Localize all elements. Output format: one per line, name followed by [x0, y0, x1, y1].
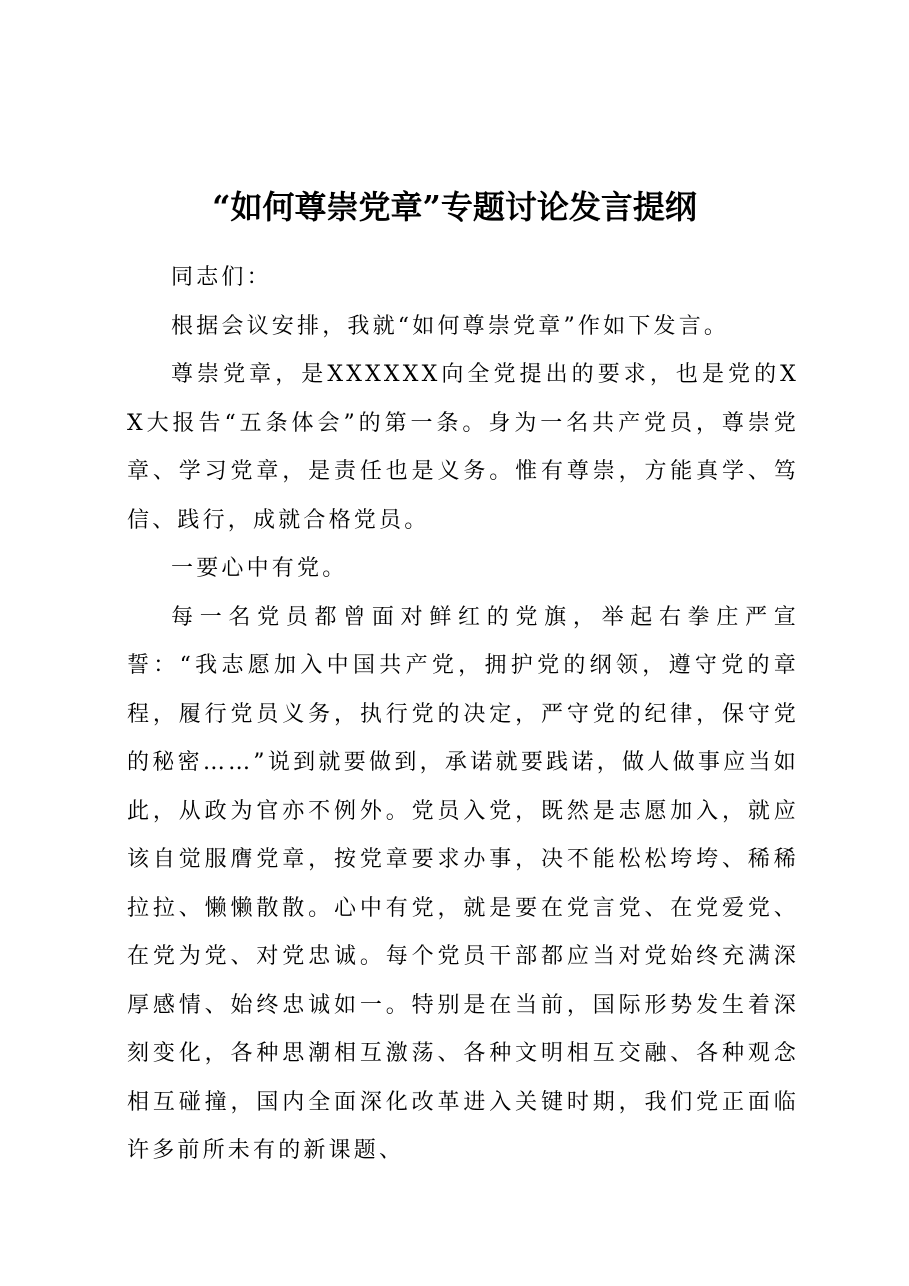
document-title: “如何尊崇党章”专题讨论发言提纲	[212, 188, 697, 226]
document-body	[127, 254, 799, 1176]
opening-paragraph: 根据会议安排，我就“如何尊崇党章”作如下发言。	[171, 313, 730, 339]
salutation-paragraph: 同志们：	[171, 265, 272, 290]
body-paragraph: 每一名党员都曾面对鲜红的党旗，举起右拳庄严宣誓：“我志愿加入中国共产党，拥护党的纲领，遵守党的章程，履行党员义务，执行党的决定，严守党的纪律，保守党的秘密……”说到就要做到，承诺就要践诺，做人做事应当如此，从政为官亦不例外。党员入党，既然是志愿加入，就应该自觉服膺党章，按党章要求办事，决不能松松垮垮、稀稀拉拉、懒懒散散。心中有党，就是要在党言党、在党爱党、在党为党、对党忠诚。每个党员干部都应当对党始终充满深厚感情、始终忠诚如一。特别是在当前，国际形势发生着深刻变化，各种思潮相互激荡、各种文明相互交融、各种观念相互碰撞，国内全面深化改革进入关键时期，我们党正面临许多前所未有的新课题、	[127, 604, 799, 1163]
section-heading-paragraph: 一要心中有党。	[171, 556, 348, 581]
intro-paragraph: 尊崇党章，是XXXXXX向全党提出的要求，也是党的XX大报告“五条体会”的第一条。身为一名共产党员，尊崇党章、学习党章，是责任也是义务。惟有尊崇，方能真学、笃信、践行，成就合格党员。	[127, 362, 799, 533]
